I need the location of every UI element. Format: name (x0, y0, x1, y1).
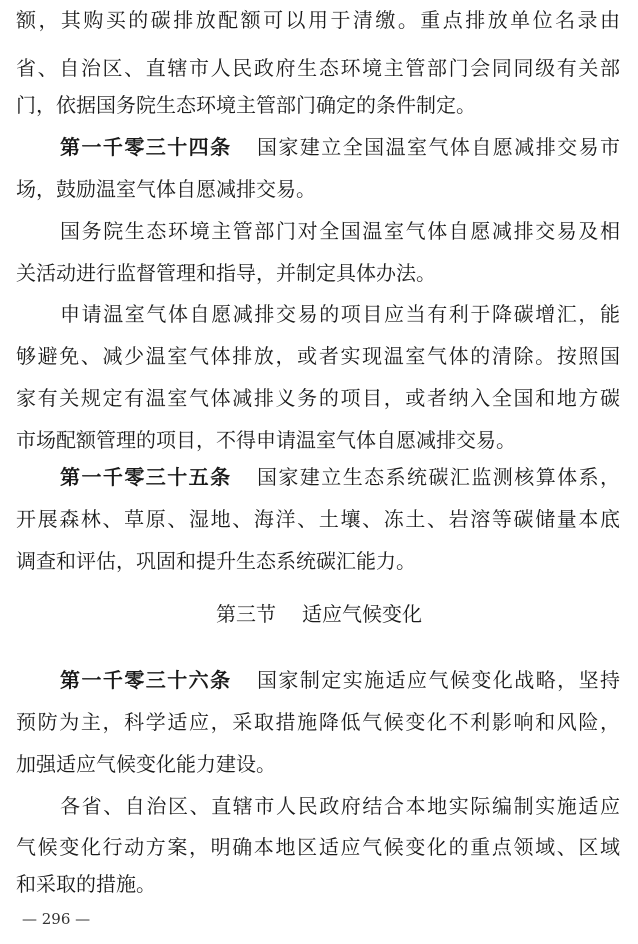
article-number: 第一千零三十四条 (60, 135, 232, 159)
text-line: 省、自治区、直辖市人民政府生态环境主管部门会同同级有关部 (16, 56, 620, 80)
text-line: 预防为主，科学适应，采取措施降低气候变化不利影响和风险， (16, 710, 620, 734)
article-first-line (0, 464, 638, 490)
article-first-line (0, 134, 638, 160)
text-line: 场，鼓励温室气体自愿减排交易。 (16, 177, 316, 201)
text-line: 门，依据国务院生态环境主管部门确定的条件制定。 (16, 93, 476, 117)
article-first-line (0, 667, 638, 693)
section-title: 适应气候变化 (302, 602, 422, 626)
text-line: 国务院生态环境主管部门对全国温室气体自愿减排交易及相 (60, 219, 620, 243)
page-number: — 296 — (22, 910, 91, 928)
text-line: 家有关规定有温室气体减排义务的项目，或者纳入全国和地方碳 (16, 386, 620, 410)
text-line: 加强适应气候变化能力建设。 (16, 752, 276, 776)
text-line: 关活动进行监督管理和指导，并制定具体办法。 (16, 261, 436, 285)
text-line: 国家制定实施适应气候变化战略，坚持 (255, 668, 621, 692)
article-number: 第一千零三十六条 (60, 668, 232, 692)
text-line: 申请温室气体自愿减排交易的项目应当有利于降碳增汇，能 (60, 302, 620, 326)
text-line: 各省、自治区、直辖市人民政府结合本地实际编制实施适应 (60, 794, 620, 818)
article-number: 第一千零三十五条 (60, 465, 232, 489)
text-line: 气候变化行动方案，明确本地区适应气候变化的重点领域、区域 (16, 835, 620, 859)
text-line: 市场配额管理的项目，不得申请温室气体自愿减排交易。 (16, 428, 516, 452)
section-number: 第三节 (216, 602, 276, 626)
text-line: 国家建立生态系统碳汇监测核算体系， (255, 465, 621, 489)
text-line: 国家建立全国温室气体自愿减排交易市 (255, 135, 621, 159)
text-line: 额，其购买的碳排放配额可以用于清缴。重点排放单位名录由 (16, 8, 620, 32)
text-line: 和采取的措施。 (16, 872, 156, 896)
text-line: 够避免、减少温室气体排放，或者实现温室气体的清除。按照国 (16, 344, 620, 368)
text-line: 开展森林、草原、湿地、海洋、土壤、冻土、岩溶等碳储量本底 (16, 507, 620, 531)
text-line: 调查和评估，巩固和提升生态系统碳汇能力。 (16, 549, 416, 573)
section-heading (0, 601, 638, 627)
